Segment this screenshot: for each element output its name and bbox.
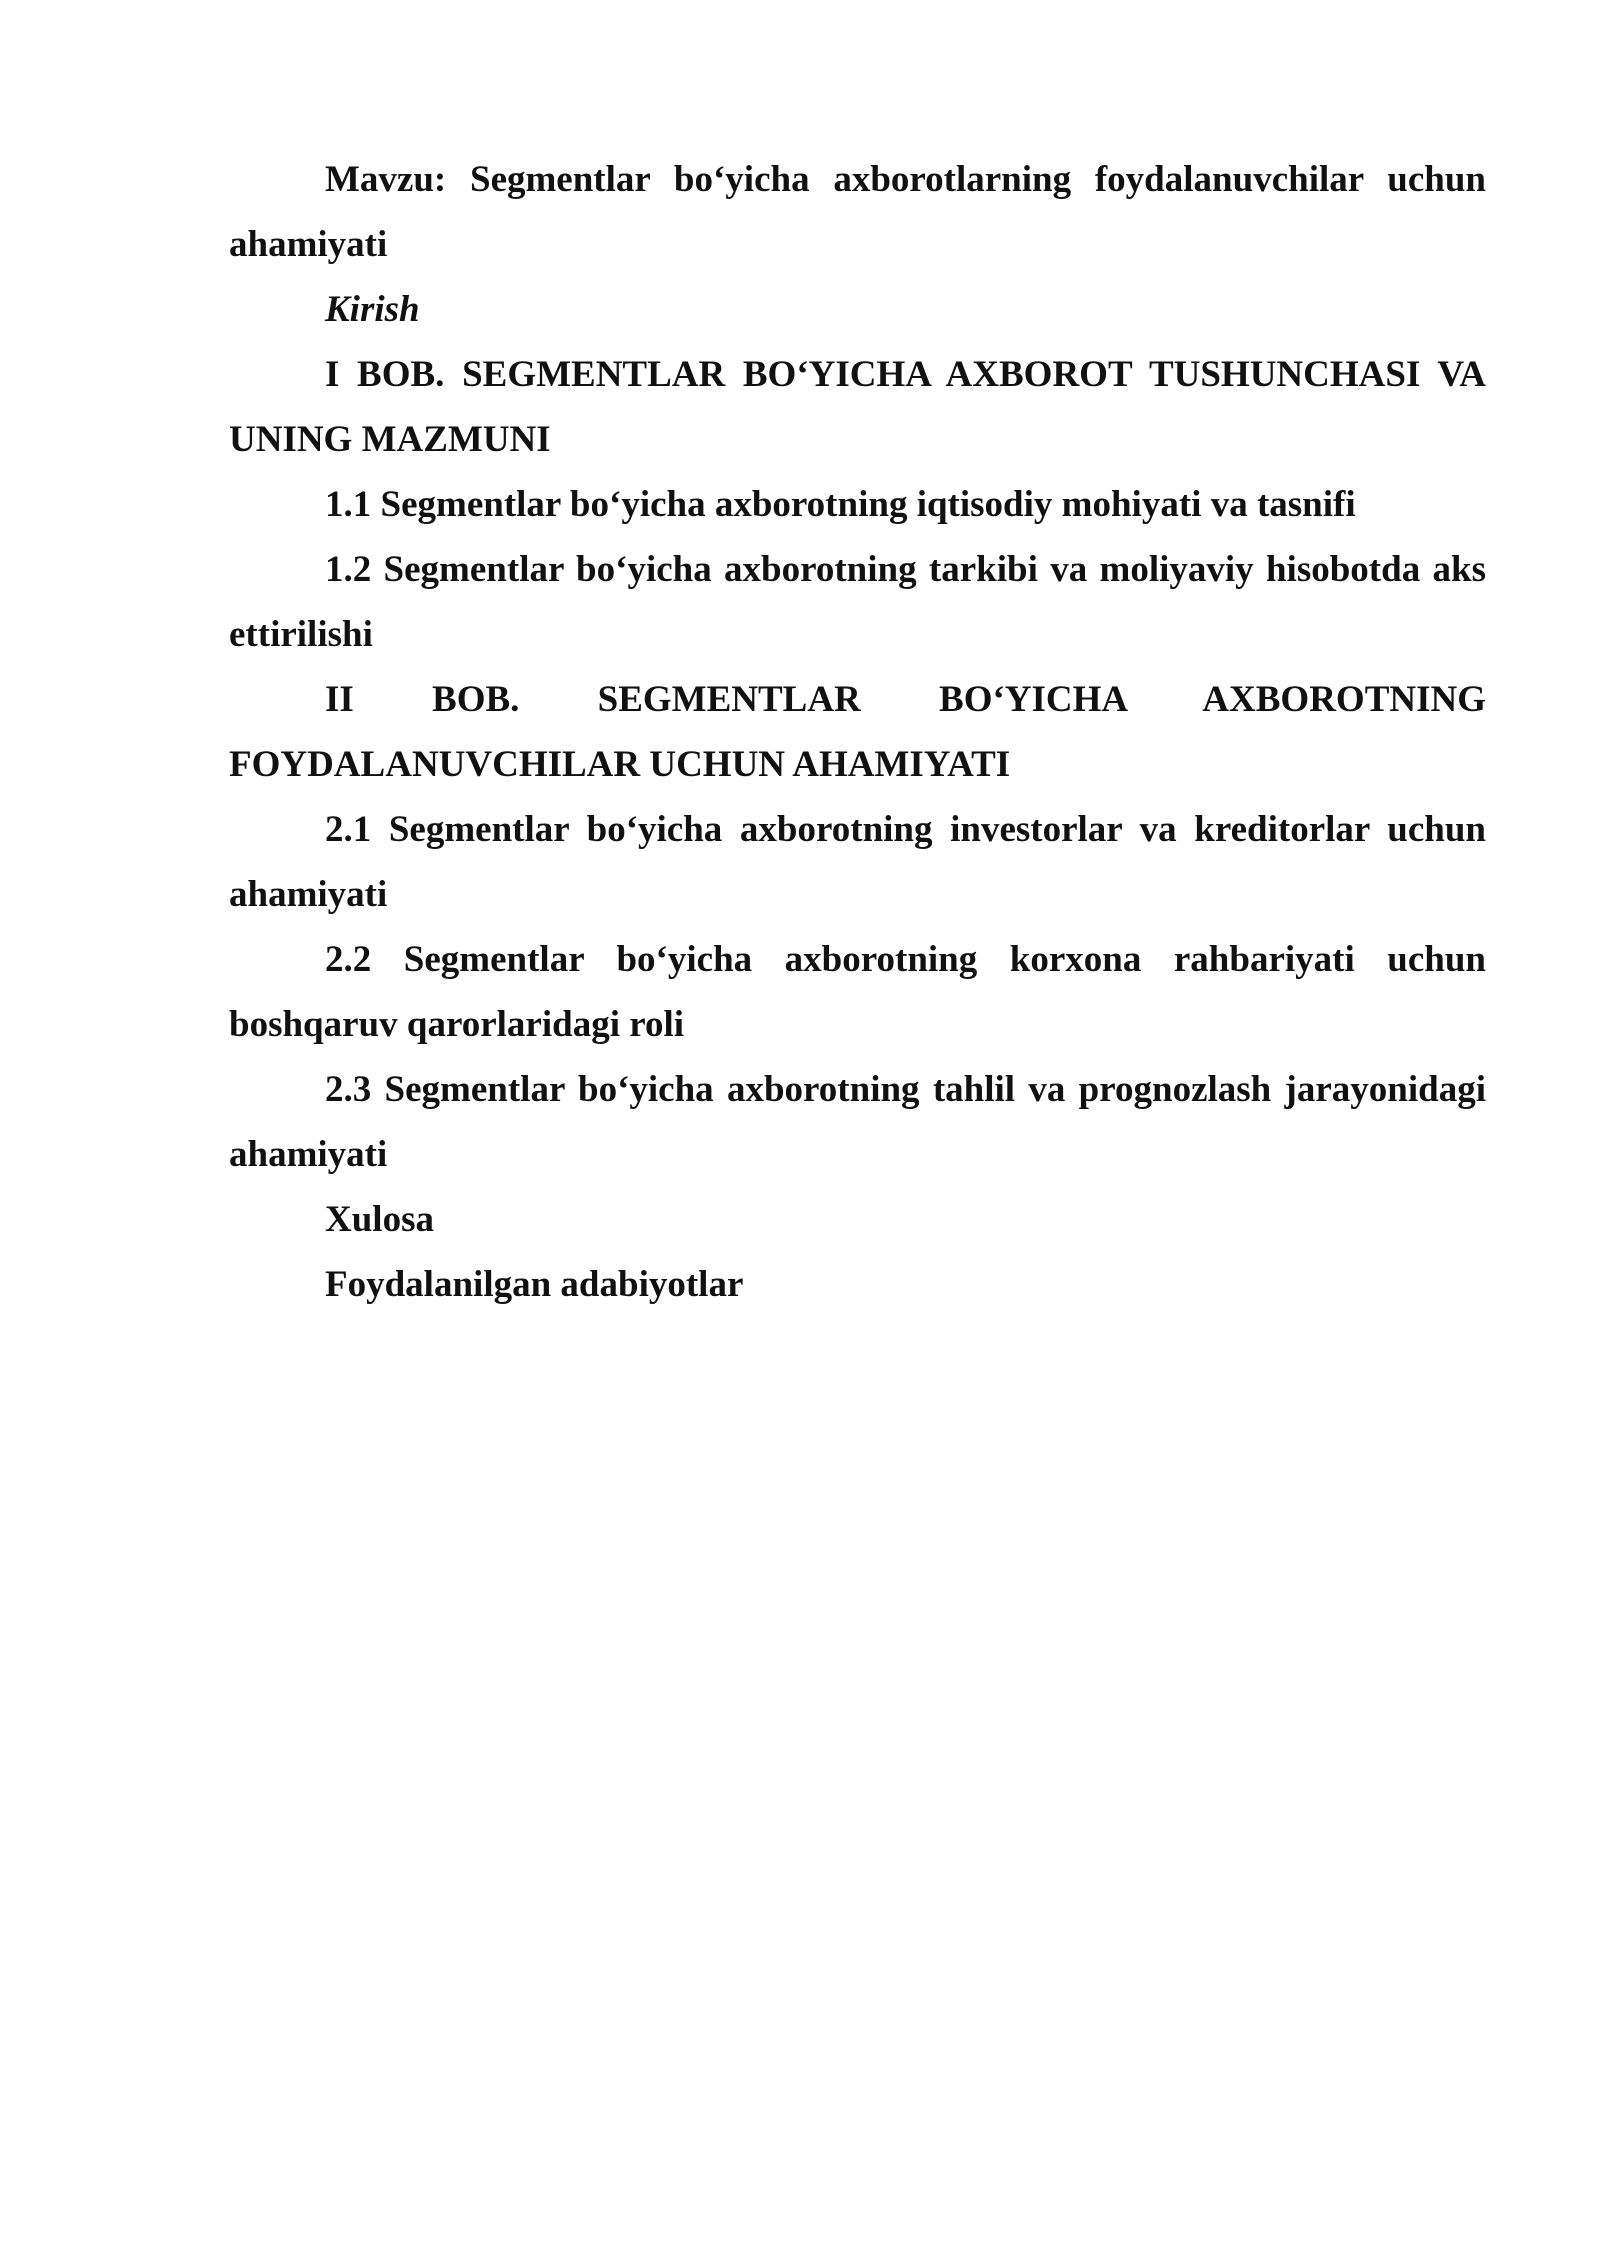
toc-item-section-2-2: 2.2 Segmentlar bo‘yicha axborotning korxona rahbariyati uchun boshqaruv qarorlaridagi roli xyxy=(229,939,1486,1045)
topic-title: Mavzu: Segmentlar bo‘yicha axborotlarning foydalanuvchilar uchun ahamiyati xyxy=(229,159,1486,265)
toc-item-section-2-3: 2.3 Segmentlar bo‘yicha axborotning tahlil va prognozlash jarayonidagi ahamiyati xyxy=(229,1069,1486,1175)
document-body xyxy=(229,147,1486,1317)
toc-item-chapter-2: II BOB. SEGMENTLAR BO‘YICHA AXBOROTNING FOYDALANUVCHILAR UCHUN AHAMIYATI xyxy=(229,679,1486,785)
toc-item-conclusion: Xulosa xyxy=(325,1199,434,1240)
toc-item-references: Foydalanilgan adabiyotlar xyxy=(325,1264,744,1305)
toc-item-introduction: Kirish xyxy=(325,289,420,330)
toc-item-section-1-1: 1.1 Segmentlar bo‘yicha axborotning iqtisodiy mohiyati va tasnifi xyxy=(325,484,1356,525)
toc-item-section-2-1: 2.1 Segmentlar bo‘yicha axborotning investorlar va kreditorlar uchun ahamiyati xyxy=(229,809,1486,915)
toc-item-section-1-2: 1.2 Segmentlar bo‘yicha axborotning tarkibi va moliyaviy hisobotda aks ettirilishi xyxy=(229,549,1486,655)
toc-item-chapter-1: I BOB. SEGMENTLAR BO‘YICHA AXBOROT TUSHUNCHASI VA UNING MAZMUNI xyxy=(229,354,1486,460)
